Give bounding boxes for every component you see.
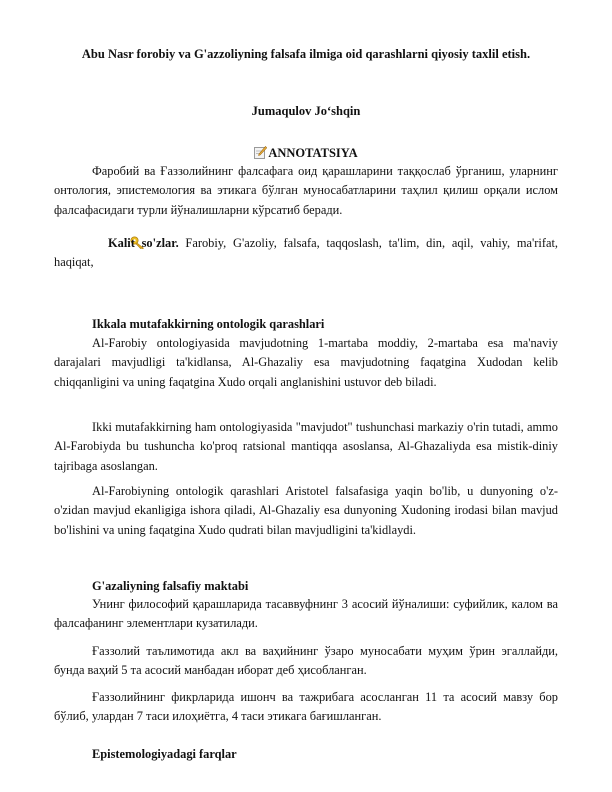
ontology-paragraph-1: Al-Farobiy ontologiyasida mavjudotning 1-martaba moddiy, 2-martaba esa ma'naviy darajalari mavjudligi ta'kidlansa, Al-Ghazaliy esa mavjudotning faqatgina Xudodan kelib chiqqanligini va uning faqatgina Xudo orqali anglanishini ustuvor deb biladi. xyxy=(54,336,558,389)
school-paragraph-3: Ғаззолийнинг фикрларида ишонч ва тажрибага асосланган 11 та асосий мавзу бор бўлиб, улардан 7 таси илоҳиётга, 4 таси этикага бағишланган. xyxy=(54,690,558,724)
abstract-text: Фаробий ва Ғаззолийнинг фалсафага оид қарашларини таққослаб ўрганиш, уларнинг онтология, эпистемология ва этикага бўлган муносабатларини таҳлил қилиш орқали ислом фалсафасидаги турли йўналишларни кўрсатиб беради. xyxy=(54,164,558,217)
document-title: Abu Nasr forobiy va G'azzoliyning falsafa ilmiga oid qarashlarni qiyosiy taxlil etish. xyxy=(81,47,531,61)
ontology-paragraph-3: Al-Farobiyning ontologik qarashlari Aristotel falsafasiga yaqin bo'lib, u dunyoning o'z-o'zidan mavjud ekanligiga ishora qiladi, Al-Ghazaliy esa dunyoning Xudoning irodasi bilan mavjud bo'lishini va uning faqatgina Xudo qudrati bilan mavjudligini ta'kidlaydi. xyxy=(54,484,558,537)
school-paragraph-2: Ғаззолий таълимотида акл ва ваҳийнинг ўзаро муносабати муҳим ўрин эгаллайди, бунда ваҳий 5 та асосий манбадан иборат деб ҳисобланган. xyxy=(54,644,558,678)
author-name: Jumaqulov Jo‘shqin xyxy=(251,104,361,118)
memo-pencil-icon xyxy=(254,146,267,159)
school-paragraph-1: Унинг философий қарашларида тасаввуфнинг 3 асосий йўналиши: суфийлик, калом ва фалсафанинг элементлари кузатилади. xyxy=(54,597,558,631)
abstract-heading-text: ANNOTATSIYA xyxy=(268,146,358,160)
section-heading-ontology: Ikkala mutafakkirning ontologik qarashlari xyxy=(92,317,325,331)
ontology-paragraph-2: Ikki mutafakkirning ham ontologiyasida "mavjudot" tushunchasi markaziy o'rin tutadi, ammo Al-Farobiyda bu tushuncha ko'proq ratsional mantiqqa asoslansa, Al-Ghazaliyda esa mistik-diniy tajribaga asoslangan. xyxy=(54,420,558,473)
keywords-paragraph xyxy=(54,234,558,273)
keywords-text: Farobiy, G'azoliy, falsafa, taqqoslash, ta'lim, din, aqil, vahiy, ma'rifat, haqiqat, xyxy=(54,236,558,270)
key-icon xyxy=(92,236,107,249)
section-heading-school: G'azaliyning falsafiy maktabi xyxy=(92,579,249,593)
keywords-label: Kalit so'zlar. xyxy=(108,236,179,250)
section-heading-epistemology: Epistemologiyadagi farqlar xyxy=(92,747,237,761)
abstract-heading xyxy=(60,145,552,161)
